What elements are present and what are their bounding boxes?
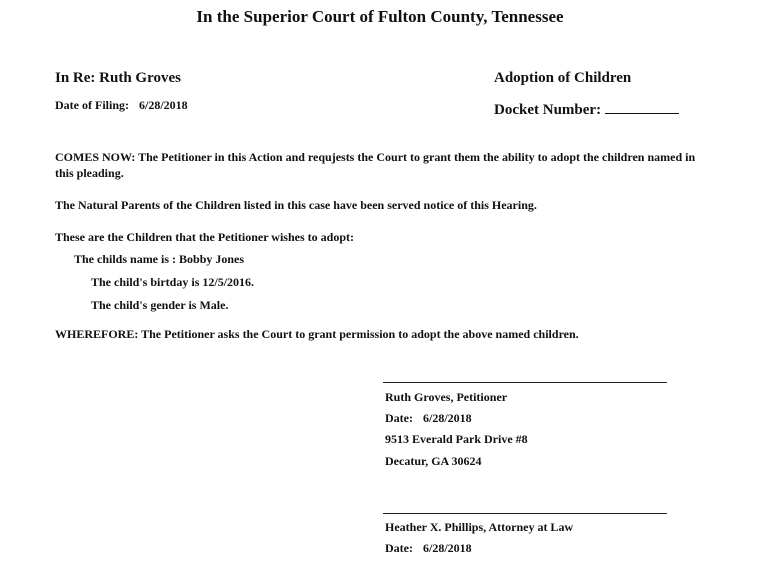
attorney-date-label: Date: <box>385 541 413 555</box>
wherefore-paragraph: WHEREFORE: The Petitioner asks the Court to grant permission to adopt the above named children. <box>55 327 579 341</box>
attorney-date <box>385 541 472 556</box>
in-re-heading: In Re: Ruth Groves <box>55 70 181 86</box>
docket-label: Docket Number: <box>494 102 602 118</box>
attorney-signature-line <box>383 513 667 514</box>
children-intro: These are the Children that the Petitioner wishes to adopt: <box>55 230 354 244</box>
petitioner-name: Ruth Groves, Petitioner <box>385 390 508 404</box>
petitioner-address-line1: 9513 Everald Park Drive #8 <box>385 432 528 446</box>
notice-paragraph: The Natural Parents of the Children listed in this case have been served notice of this Hearing. <box>55 198 537 212</box>
attorney-name: Heather X. Phillips, Attorney at Law <box>385 520 574 534</box>
date-of-filing <box>55 98 188 113</box>
docket-number <box>494 100 679 119</box>
child-gender-line: The child's gender is Male. <box>91 298 229 312</box>
case-type: Adoption of Children <box>494 70 632 86</box>
court-title: In the Superior Court of Fulton County, Tennessee <box>196 7 564 26</box>
petitioner-date-label: Date: <box>385 411 413 425</box>
docket-blank-line <box>605 100 679 114</box>
petitioner-date <box>385 411 472 426</box>
comes-now-paragraph: COMES NOW: The Petitioner in this Action and requjests the Court to grant them the ability to adopt the children named in this pleading. <box>55 150 696 180</box>
child-name-line: The childs name is : Bobby Jones <box>74 252 245 266</box>
petitioner-date-value: 6/28/2018 <box>422 411 472 425</box>
filing-date: 6/28/2018 <box>139 98 188 112</box>
petitioner-address-line2: Decatur, GA 30624 <box>385 454 482 468</box>
petitioner-signature-line <box>383 382 667 383</box>
filing-label: Date of Filing: <box>55 98 129 112</box>
child-birthday-line: The child's birtday is 12/5/2016. <box>91 275 255 289</box>
attorney-date-value: 6/28/2018 <box>422 541 472 555</box>
